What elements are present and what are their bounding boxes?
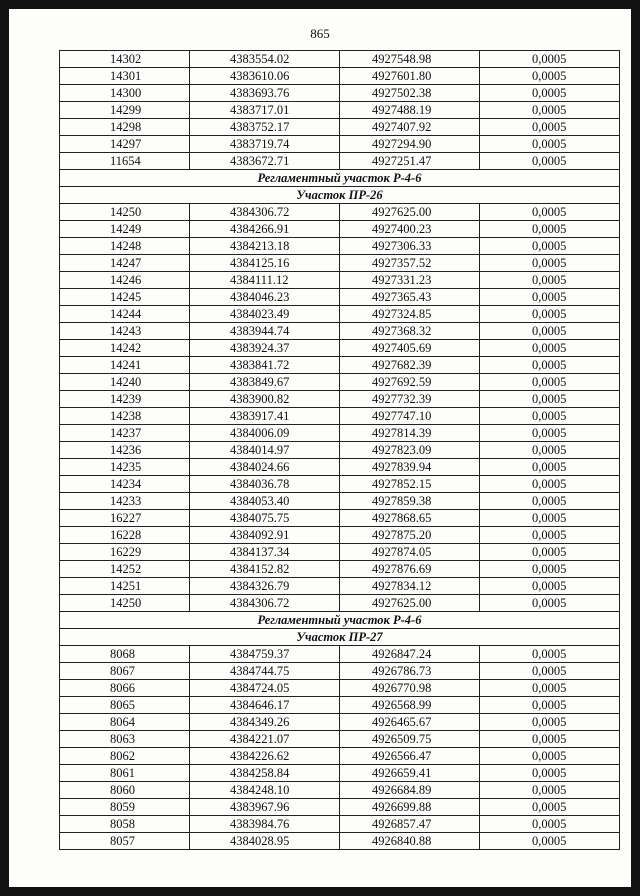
x-coordinate-cell: 4384014.97 bbox=[190, 442, 340, 459]
accuracy-cell: 0,0005 bbox=[480, 442, 620, 459]
point-number-cell: 14298 bbox=[60, 119, 190, 136]
accuracy-cell: 0,0005 bbox=[480, 255, 620, 272]
point-number-cell: 14238 bbox=[60, 408, 190, 425]
y-coordinate-cell: 4927868.65 bbox=[340, 510, 480, 527]
table-row bbox=[60, 459, 620, 476]
point-number-cell: 8058 bbox=[60, 816, 190, 833]
table-row bbox=[60, 493, 620, 510]
table-row bbox=[60, 289, 620, 306]
table-row bbox=[60, 510, 620, 527]
x-coordinate-cell: 4383849.67 bbox=[190, 374, 340, 391]
y-coordinate-cell: 4926699.88 bbox=[340, 799, 480, 816]
accuracy-cell: 0,0005 bbox=[480, 153, 620, 170]
point-number-cell: 14249 bbox=[60, 221, 190, 238]
x-coordinate-cell: 4383752.17 bbox=[190, 119, 340, 136]
y-coordinate-cell: 4927400.23 bbox=[340, 221, 480, 238]
point-number-cell: 14237 bbox=[60, 425, 190, 442]
y-coordinate-cell: 4927502.38 bbox=[340, 85, 480, 102]
accuracy-cell: 0,0005 bbox=[480, 289, 620, 306]
document-page bbox=[9, 9, 631, 887]
section-heading-row bbox=[60, 629, 620, 646]
y-coordinate-cell: 4927874.05 bbox=[340, 544, 480, 561]
accuracy-cell: 0,0005 bbox=[480, 731, 620, 748]
point-number-cell: 14239 bbox=[60, 391, 190, 408]
x-coordinate-cell: 4383717.01 bbox=[190, 102, 340, 119]
point-number-cell: 8064 bbox=[60, 714, 190, 731]
point-number-cell: 16227 bbox=[60, 510, 190, 527]
point-number-cell: 8061 bbox=[60, 765, 190, 782]
accuracy-cell: 0,0005 bbox=[480, 204, 620, 221]
accuracy-cell: 0,0005 bbox=[480, 357, 620, 374]
accuracy-cell: 0,0005 bbox=[480, 238, 620, 255]
table-row bbox=[60, 238, 620, 255]
x-coordinate-cell: 4384137.34 bbox=[190, 544, 340, 561]
accuracy-cell: 0,0005 bbox=[480, 476, 620, 493]
table-row bbox=[60, 85, 620, 102]
y-coordinate-cell: 4927834.12 bbox=[340, 578, 480, 595]
y-coordinate-cell: 4927294.90 bbox=[340, 136, 480, 153]
accuracy-cell: 0,0005 bbox=[480, 85, 620, 102]
table-row bbox=[60, 442, 620, 459]
y-coordinate-cell: 4927814.39 bbox=[340, 425, 480, 442]
x-coordinate-cell: 4383917.41 bbox=[190, 408, 340, 425]
point-number-cell: 8063 bbox=[60, 731, 190, 748]
point-number-cell: 8060 bbox=[60, 782, 190, 799]
table-row bbox=[60, 306, 620, 323]
x-coordinate-cell: 4384248.10 bbox=[190, 782, 340, 799]
point-number-cell: 8062 bbox=[60, 748, 190, 765]
x-coordinate-cell: 4383900.82 bbox=[190, 391, 340, 408]
y-coordinate-cell: 4926568.99 bbox=[340, 697, 480, 714]
table-row bbox=[60, 153, 620, 170]
x-coordinate-cell: 4383693.76 bbox=[190, 85, 340, 102]
accuracy-cell: 0,0005 bbox=[480, 595, 620, 612]
section-heading-row bbox=[60, 170, 620, 187]
point-number-cell: 14301 bbox=[60, 68, 190, 85]
x-coordinate-cell: 4384075.75 bbox=[190, 510, 340, 527]
table-row bbox=[60, 136, 620, 153]
point-number-cell: 8057 bbox=[60, 833, 190, 850]
x-coordinate-cell: 4384028.95 bbox=[190, 833, 340, 850]
y-coordinate-cell: 4927876.69 bbox=[340, 561, 480, 578]
x-coordinate-cell: 4384006.09 bbox=[190, 425, 340, 442]
accuracy-cell: 0,0005 bbox=[480, 306, 620, 323]
point-number-cell: 14236 bbox=[60, 442, 190, 459]
section-heading: Участок ПР-26 bbox=[60, 187, 620, 204]
y-coordinate-cell: 4927823.09 bbox=[340, 442, 480, 459]
table-row bbox=[60, 221, 620, 238]
x-coordinate-cell: 4384221.07 bbox=[190, 731, 340, 748]
accuracy-cell: 0,0005 bbox=[480, 663, 620, 680]
x-coordinate-cell: 4384306.72 bbox=[190, 204, 340, 221]
table-row bbox=[60, 102, 620, 119]
x-coordinate-cell: 4384036.78 bbox=[190, 476, 340, 493]
accuracy-cell: 0,0005 bbox=[480, 493, 620, 510]
x-coordinate-cell: 4383610.06 bbox=[190, 68, 340, 85]
table-row bbox=[60, 391, 620, 408]
accuracy-cell: 0,0005 bbox=[480, 680, 620, 697]
accuracy-cell: 0,0005 bbox=[480, 782, 620, 799]
y-coordinate-cell: 4927625.00 bbox=[340, 595, 480, 612]
y-coordinate-cell: 4927357.52 bbox=[340, 255, 480, 272]
x-coordinate-cell: 4384152.82 bbox=[190, 561, 340, 578]
x-coordinate-cell: 4383924.37 bbox=[190, 340, 340, 357]
x-coordinate-cell: 4384759.37 bbox=[190, 646, 340, 663]
x-coordinate-cell: 4384023.49 bbox=[190, 306, 340, 323]
point-number-cell: 16229 bbox=[60, 544, 190, 561]
y-coordinate-cell: 4926509.75 bbox=[340, 731, 480, 748]
x-coordinate-cell: 4384226.62 bbox=[190, 748, 340, 765]
x-coordinate-cell: 4383719.74 bbox=[190, 136, 340, 153]
y-coordinate-cell: 4927368.32 bbox=[340, 323, 480, 340]
table-row bbox=[60, 782, 620, 799]
table-row bbox=[60, 272, 620, 289]
point-number-cell: 14244 bbox=[60, 306, 190, 323]
x-coordinate-cell: 4384326.79 bbox=[190, 578, 340, 595]
point-number-cell: 8067 bbox=[60, 663, 190, 680]
y-coordinate-cell: 4927251.47 bbox=[340, 153, 480, 170]
x-coordinate-cell: 4384646.17 bbox=[190, 697, 340, 714]
y-coordinate-cell: 4927732.39 bbox=[340, 391, 480, 408]
accuracy-cell: 0,0005 bbox=[480, 799, 620, 816]
y-coordinate-cell: 4926840.88 bbox=[340, 833, 480, 850]
y-coordinate-cell: 4927601.80 bbox=[340, 68, 480, 85]
x-coordinate-cell: 4384111.12 bbox=[190, 272, 340, 289]
table-row bbox=[60, 561, 620, 578]
accuracy-cell: 0,0005 bbox=[480, 391, 620, 408]
table-row bbox=[60, 697, 620, 714]
table-row bbox=[60, 680, 620, 697]
y-coordinate-cell: 4926770.98 bbox=[340, 680, 480, 697]
point-number-cell: 8065 bbox=[60, 697, 190, 714]
section-heading: Регламентный участок Р-4-6 bbox=[60, 170, 620, 187]
accuracy-cell: 0,0005 bbox=[480, 544, 620, 561]
x-coordinate-cell: 4383672.71 bbox=[190, 153, 340, 170]
y-coordinate-cell: 4927875.20 bbox=[340, 527, 480, 544]
accuracy-cell: 0,0005 bbox=[480, 816, 620, 833]
y-coordinate-cell: 4927548.98 bbox=[340, 51, 480, 68]
table-row bbox=[60, 799, 620, 816]
accuracy-cell: 0,0005 bbox=[480, 340, 620, 357]
y-coordinate-cell: 4927625.00 bbox=[340, 204, 480, 221]
y-coordinate-cell: 4926465.67 bbox=[340, 714, 480, 731]
x-coordinate-cell: 4384306.72 bbox=[190, 595, 340, 612]
coordinates-table bbox=[59, 50, 620, 850]
point-number-cell: 14297 bbox=[60, 136, 190, 153]
point-number-cell: 14250 bbox=[60, 595, 190, 612]
page-number: 865 bbox=[310, 26, 330, 41]
accuracy-cell: 0,0005 bbox=[480, 561, 620, 578]
point-number-cell: 8059 bbox=[60, 799, 190, 816]
point-number-cell: 14240 bbox=[60, 374, 190, 391]
point-number-cell: 14234 bbox=[60, 476, 190, 493]
y-coordinate-cell: 4927852.15 bbox=[340, 476, 480, 493]
y-coordinate-cell: 4927839.94 bbox=[340, 459, 480, 476]
table-row bbox=[60, 748, 620, 765]
table-row bbox=[60, 731, 620, 748]
table-row bbox=[60, 595, 620, 612]
table-row bbox=[60, 255, 620, 272]
point-number-cell: 14247 bbox=[60, 255, 190, 272]
point-number-cell: 14248 bbox=[60, 238, 190, 255]
accuracy-cell: 0,0005 bbox=[480, 697, 620, 714]
point-number-cell: 14246 bbox=[60, 272, 190, 289]
y-coordinate-cell: 4927747.10 bbox=[340, 408, 480, 425]
accuracy-cell: 0,0005 bbox=[480, 748, 620, 765]
accuracy-cell: 0,0005 bbox=[480, 527, 620, 544]
x-coordinate-cell: 4383967.96 bbox=[190, 799, 340, 816]
accuracy-cell: 0,0005 bbox=[480, 425, 620, 442]
y-coordinate-cell: 4926857.47 bbox=[340, 816, 480, 833]
accuracy-cell: 0,0005 bbox=[480, 323, 620, 340]
y-coordinate-cell: 4926786.73 bbox=[340, 663, 480, 680]
y-coordinate-cell: 4927682.39 bbox=[340, 357, 480, 374]
point-number-cell: 14251 bbox=[60, 578, 190, 595]
table-row bbox=[60, 714, 620, 731]
table-row bbox=[60, 578, 620, 595]
y-coordinate-cell: 4926659.41 bbox=[340, 765, 480, 782]
point-number-cell: 14235 bbox=[60, 459, 190, 476]
point-number-cell: 8068 bbox=[60, 646, 190, 663]
accuracy-cell: 0,0005 bbox=[480, 51, 620, 68]
y-coordinate-cell: 4926847.24 bbox=[340, 646, 480, 663]
x-coordinate-cell: 4384125.16 bbox=[190, 255, 340, 272]
x-coordinate-cell: 4384024.66 bbox=[190, 459, 340, 476]
section-heading-row bbox=[60, 612, 620, 629]
table-row bbox=[60, 51, 620, 68]
y-coordinate-cell: 4926566.47 bbox=[340, 748, 480, 765]
accuracy-cell: 0,0005 bbox=[480, 459, 620, 476]
accuracy-cell: 0,0005 bbox=[480, 272, 620, 289]
x-coordinate-cell: 4384046.23 bbox=[190, 289, 340, 306]
table-row bbox=[60, 544, 620, 561]
x-coordinate-cell: 4383944.74 bbox=[190, 323, 340, 340]
point-number-cell: 14302 bbox=[60, 51, 190, 68]
y-coordinate-cell: 4927405.69 bbox=[340, 340, 480, 357]
accuracy-cell: 0,0005 bbox=[480, 510, 620, 527]
x-coordinate-cell: 4384266.91 bbox=[190, 221, 340, 238]
y-coordinate-cell: 4927859.38 bbox=[340, 493, 480, 510]
accuracy-cell: 0,0005 bbox=[480, 714, 620, 731]
accuracy-cell: 0,0005 bbox=[480, 408, 620, 425]
x-coordinate-cell: 4384092.91 bbox=[190, 527, 340, 544]
point-number-cell: 14243 bbox=[60, 323, 190, 340]
y-coordinate-cell: 4927692.59 bbox=[340, 374, 480, 391]
y-coordinate-cell: 4926684.89 bbox=[340, 782, 480, 799]
section-heading: Регламентный участок Р-4-6 bbox=[60, 612, 620, 629]
x-coordinate-cell: 4383984.76 bbox=[190, 816, 340, 833]
y-coordinate-cell: 4927324.85 bbox=[340, 306, 480, 323]
table-row bbox=[60, 765, 620, 782]
point-number-cell: 14299 bbox=[60, 102, 190, 119]
accuracy-cell: 0,0005 bbox=[480, 374, 620, 391]
table-row bbox=[60, 408, 620, 425]
accuracy-cell: 0,0005 bbox=[480, 221, 620, 238]
y-coordinate-cell: 4927331.23 bbox=[340, 272, 480, 289]
point-number-cell: 11654 bbox=[60, 153, 190, 170]
table-row bbox=[60, 357, 620, 374]
point-number-cell: 14250 bbox=[60, 204, 190, 221]
table-row bbox=[60, 68, 620, 85]
point-number-cell: 16228 bbox=[60, 527, 190, 544]
point-number-cell: 14245 bbox=[60, 289, 190, 306]
table-row bbox=[60, 204, 620, 221]
point-number-cell: 14233 bbox=[60, 493, 190, 510]
accuracy-cell: 0,0005 bbox=[480, 765, 620, 782]
table-row bbox=[60, 476, 620, 493]
table-row bbox=[60, 663, 620, 680]
point-number-cell: 14252 bbox=[60, 561, 190, 578]
point-number-cell: 14242 bbox=[60, 340, 190, 357]
section-heading: Участок ПР-27 bbox=[60, 629, 620, 646]
accuracy-cell: 0,0005 bbox=[480, 578, 620, 595]
table-row bbox=[60, 119, 620, 136]
x-coordinate-cell: 4384213.18 bbox=[190, 238, 340, 255]
y-coordinate-cell: 4927365.43 bbox=[340, 289, 480, 306]
accuracy-cell: 0,0005 bbox=[480, 136, 620, 153]
x-coordinate-cell: 4384724.05 bbox=[190, 680, 340, 697]
accuracy-cell: 0,0005 bbox=[480, 119, 620, 136]
table-row bbox=[60, 527, 620, 544]
table-row bbox=[60, 833, 620, 850]
accuracy-cell: 0,0005 bbox=[480, 833, 620, 850]
accuracy-cell: 0,0005 bbox=[480, 102, 620, 119]
point-number-cell: 14300 bbox=[60, 85, 190, 102]
x-coordinate-cell: 4383841.72 bbox=[190, 357, 340, 374]
point-number-cell: 14241 bbox=[60, 357, 190, 374]
y-coordinate-cell: 4927488.19 bbox=[340, 102, 480, 119]
y-coordinate-cell: 4927407.92 bbox=[340, 119, 480, 136]
table-row bbox=[60, 816, 620, 833]
section-heading-row bbox=[60, 187, 620, 204]
accuracy-cell: 0,0005 bbox=[480, 646, 620, 663]
x-coordinate-cell: 4384053.40 bbox=[190, 493, 340, 510]
table-row bbox=[60, 425, 620, 442]
y-coordinate-cell: 4927306.33 bbox=[340, 238, 480, 255]
x-coordinate-cell: 4384258.84 bbox=[190, 765, 340, 782]
table-row bbox=[60, 323, 620, 340]
x-coordinate-cell: 4384349.26 bbox=[190, 714, 340, 731]
x-coordinate-cell: 4383554.02 bbox=[190, 51, 340, 68]
point-number-cell: 8066 bbox=[60, 680, 190, 697]
accuracy-cell: 0,0005 bbox=[480, 68, 620, 85]
table-row bbox=[60, 374, 620, 391]
table-row bbox=[60, 340, 620, 357]
x-coordinate-cell: 4384744.75 bbox=[190, 663, 340, 680]
table-row bbox=[60, 646, 620, 663]
